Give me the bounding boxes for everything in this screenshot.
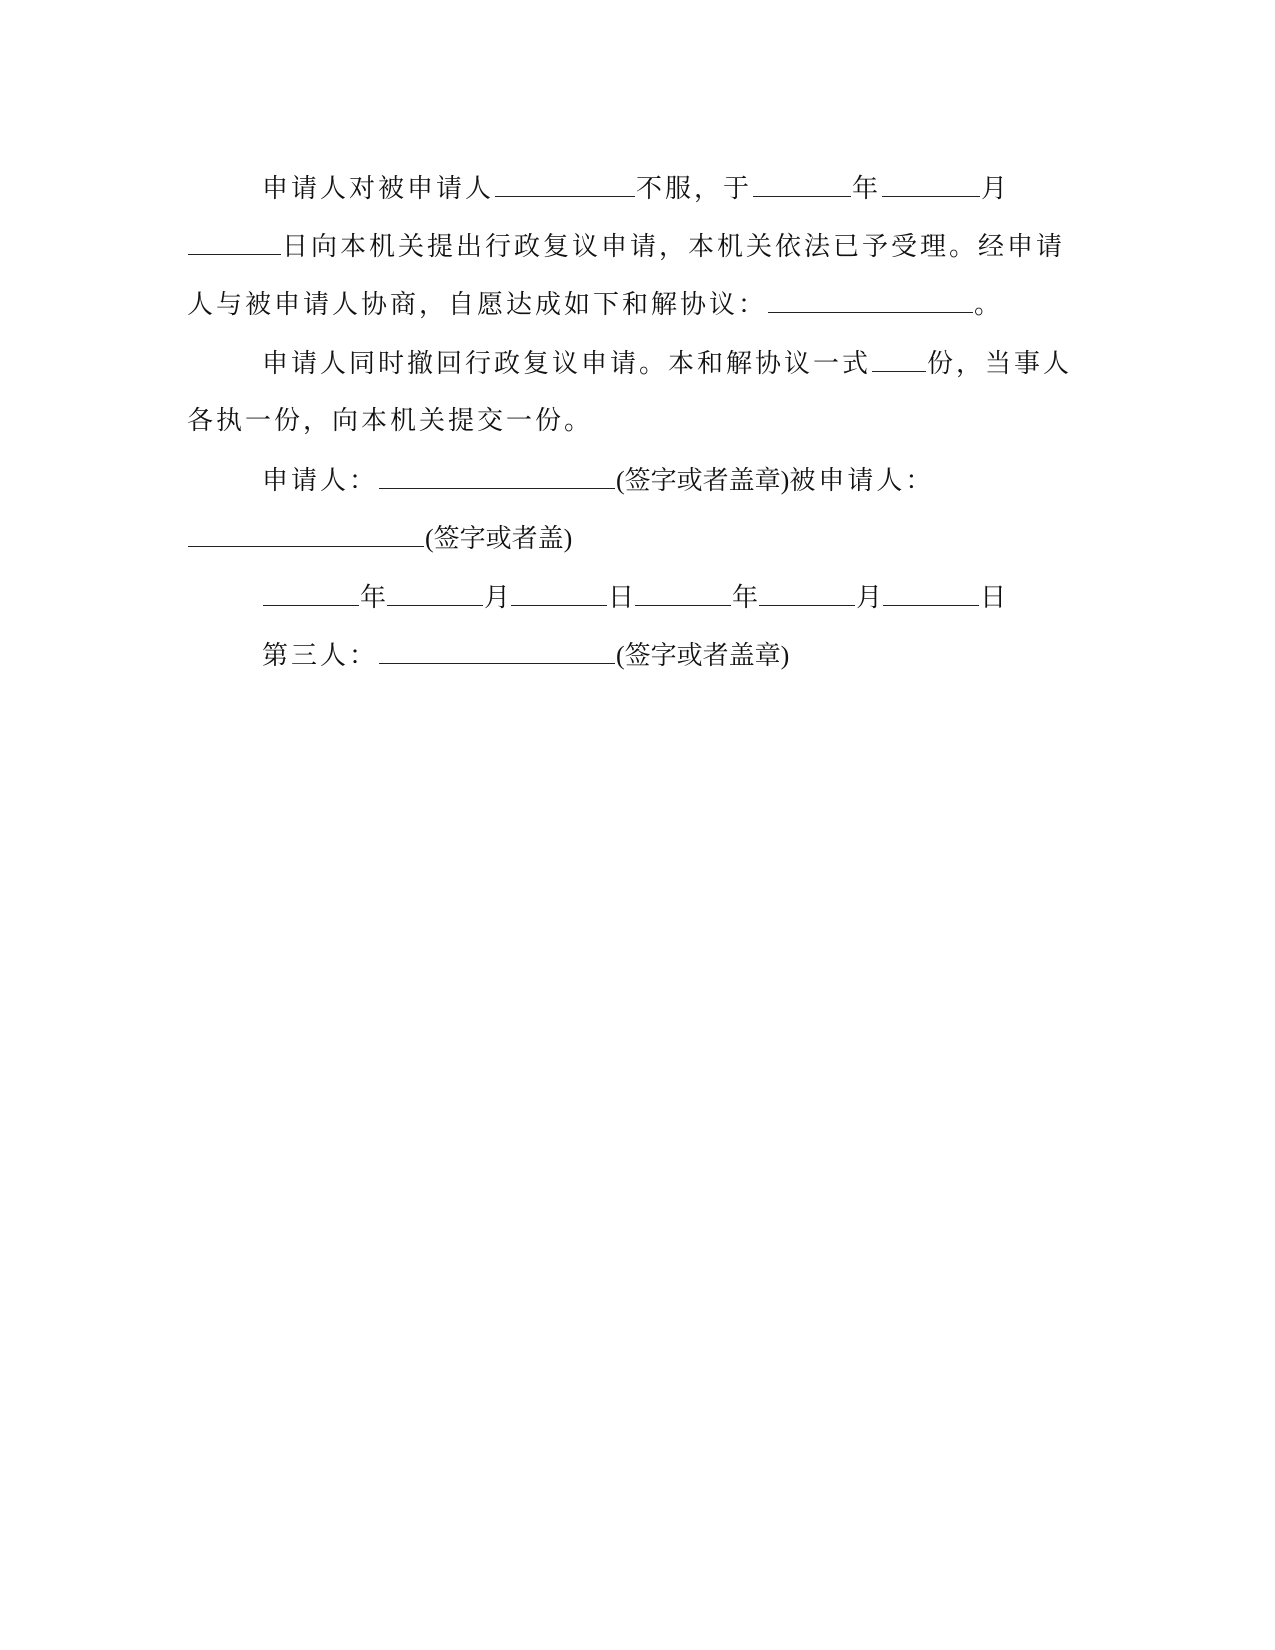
blank-applicant-year[interactable] [263,577,359,606]
respondent-seal-note: (签字或者盖) [425,524,573,553]
text-copies-parties: 份，当事人 [927,349,1073,379]
text-year: 年 [852,174,882,204]
paragraph-1-line-2 [187,226,1077,266]
date-month-label-1: 月 [484,583,511,613]
signature-line-respondent [187,518,1077,558]
signature-line-third-party [262,635,1152,675]
blank-third-party-signature[interactable] [379,635,615,664]
paragraph-1-line-1 [262,168,1152,208]
blank-month[interactable] [882,168,980,197]
date-year-label-2: 年 [732,583,759,613]
text-agreement-reached: 人与被申请人协商，自愿达成如下和解协议： [187,290,768,320]
blank-applicant-month[interactable] [387,577,483,606]
text-application-accepted: 日向本机关提出行政复议申请，本机关依法已予受理。经申请 [282,232,1066,262]
blank-respondent-action[interactable] [495,168,635,197]
blank-respondent-month[interactable] [759,577,855,606]
blank-applicant-signature[interactable] [379,460,615,489]
paragraph-2-line-1 [262,343,1152,383]
blank-year[interactable] [753,168,851,197]
text-month: 月 [981,174,1011,204]
date-month-label-2: 月 [856,583,883,613]
date-day-label-1: 日 [608,583,635,613]
text-applicant-against-respondent: 申请人对被申请人 [262,174,495,204]
blank-respondent-signature[interactable] [188,518,424,547]
paragraph-2-line-2 [187,401,1077,441]
signature-date-line [262,577,1152,617]
text-each-holds-copy: 各执一份，向本机关提交一份。 [187,406,594,436]
blank-day[interactable] [188,226,281,255]
date-year-label-1: 年 [360,583,387,613]
blank-respondent-day[interactable] [883,577,979,606]
blank-applicant-day[interactable] [511,577,607,606]
date-day-label-2: 日 [980,583,1007,613]
blank-agreement-content[interactable] [768,284,973,313]
signature-line-applicant [262,460,1152,500]
paragraph-1-line-3 [187,284,1077,324]
blank-copies[interactable] [872,343,926,372]
text-not-satisfied: 不服，于 [636,174,753,204]
applicant-label: 申请人： [262,466,379,496]
third-party-label: 第三人： [262,641,379,671]
text-withdraw-application: 申请人同时撤回行政复议申请。本和解协议一式 [262,349,872,379]
applicant-seal-note: (签字或者盖章) [616,466,790,495]
blank-respondent-year[interactable] [635,577,731,606]
third-party-seal-note: (签字或者盖章) [616,641,790,670]
respondent-label: 被申请人： [789,466,935,496]
text-period: 。 [974,290,1004,320]
